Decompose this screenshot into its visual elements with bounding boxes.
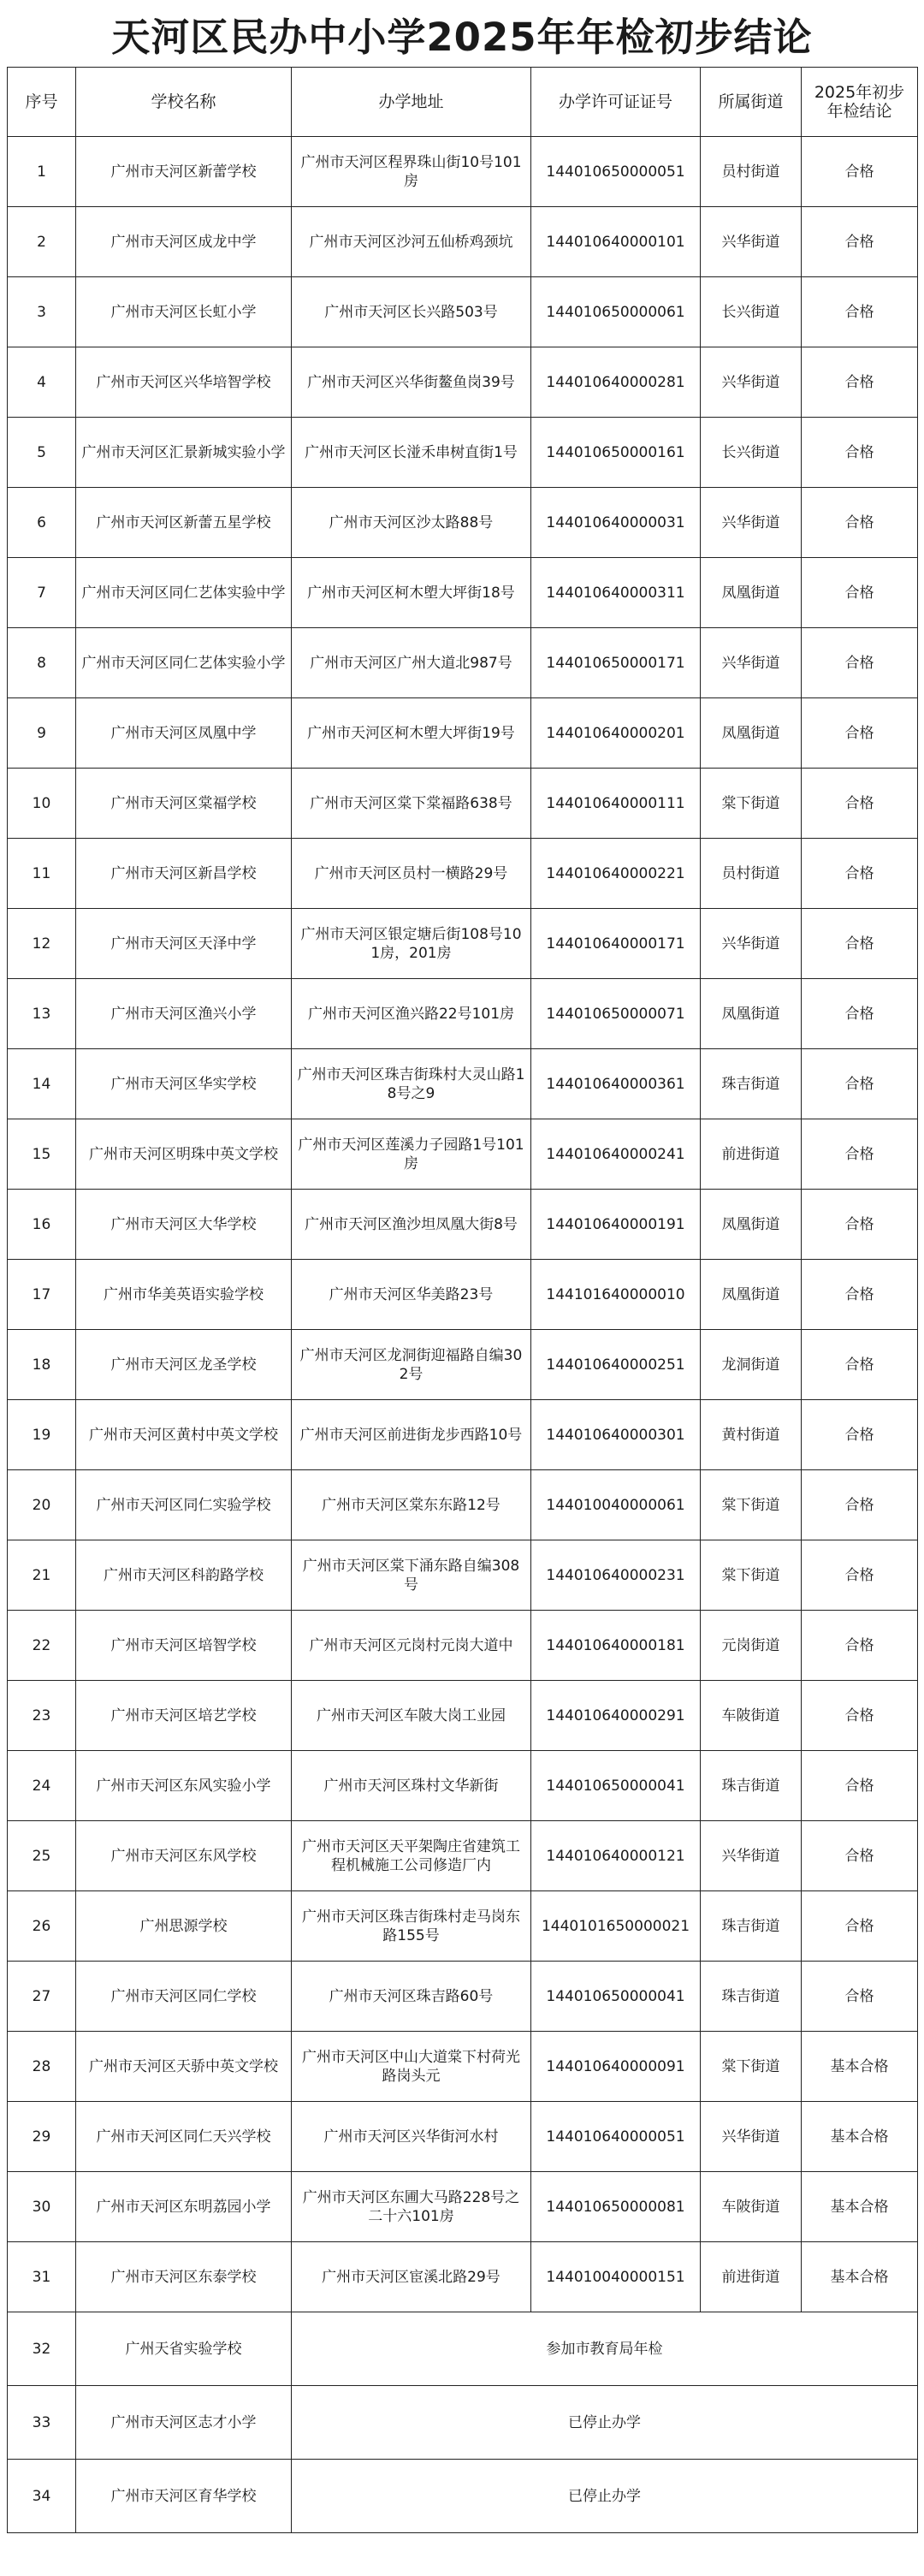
cell-no: 25 [8, 1821, 76, 1891]
cell-school-name: 广州市天河区同仁艺体实验小学 [76, 628, 292, 698]
cell-address: 广州市天河区沙河五仙桥鸡颈坑 [292, 207, 531, 277]
cell-street: 凤凰街道 [701, 698, 802, 769]
cell-no: 9 [8, 698, 76, 769]
cell-conclusion: 合格 [802, 1751, 918, 1821]
cell-conclusion: 合格 [802, 979, 918, 1049]
cell-street: 兴华街道 [701, 207, 802, 277]
table-row [8, 698, 918, 769]
cell-conclusion: 合格 [802, 1400, 918, 1470]
cell-no: 26 [8, 1891, 76, 1962]
cell-conclusion: 基本合格 [802, 2242, 918, 2312]
cell-school-name: 广州市天河区大华学校 [76, 1190, 292, 1260]
table-row [8, 769, 918, 839]
cell-conclusion: 合格 [802, 1260, 918, 1330]
header-school-name: 学校名称 [76, 68, 292, 137]
cell-license: 144010640000221 [531, 839, 701, 909]
cell-license: 144010640000101 [531, 207, 701, 277]
cell-street: 长兴街道 [701, 418, 802, 488]
cell-school-name: 广州市天河区成龙中学 [76, 207, 292, 277]
cell-conclusion: 合格 [802, 769, 918, 839]
cell-street: 元岗街道 [701, 1611, 802, 1681]
cell-address: 广州市天河区珠吉路60号 [292, 1962, 531, 2032]
cell-license: 144010650000161 [531, 418, 701, 488]
cell-conclusion: 基本合格 [802, 2032, 918, 2102]
cell-address: 广州市天河区沙太路88号 [292, 488, 531, 558]
cell-street: 兴华街道 [701, 488, 802, 558]
cell-school-name: 广州市天河区新昌学校 [76, 839, 292, 909]
cell-street: 龙洞街道 [701, 1330, 802, 1400]
cell-no: 21 [8, 1540, 76, 1611]
table-row [8, 1891, 918, 1962]
table-row [8, 1049, 918, 1119]
cell-no: 20 [8, 1470, 76, 1540]
cell-no: 16 [8, 1190, 76, 1260]
cell-conclusion: 合格 [802, 839, 918, 909]
cell-address: 广州市天河区珠吉街珠村大灵山路18号之9 [292, 1049, 531, 1119]
cell-street: 棠下街道 [701, 1540, 802, 1611]
table-row [8, 1611, 918, 1681]
cell-school-name: 广州市天河区东风实验小学 [76, 1751, 292, 1821]
cell-school-name: 广州市天河区培艺学校 [76, 1681, 292, 1751]
table-row [8, 2242, 918, 2312]
cell-address: 广州市天河区中山大道棠下村荷光路岗头元 [292, 2032, 531, 2102]
cell-street: 长兴街道 [701, 277, 802, 347]
cell-school-name: 广州市天河区凤凰中学 [76, 698, 292, 769]
cell-conclusion: 合格 [802, 277, 918, 347]
cell-address: 广州市天河区东圃大马路228号之二十六101房 [292, 2172, 531, 2242]
table-row [8, 839, 918, 909]
cell-license: 144010640000311 [531, 558, 701, 628]
cell-license: 144010650000041 [531, 1751, 701, 1821]
cell-conclusion: 合格 [802, 1611, 918, 1681]
table-row [8, 347, 918, 418]
table-row [8, 1540, 918, 1611]
cell-license: 144010040000151 [531, 2242, 701, 2312]
cell-license: 144010640000181 [531, 1611, 701, 1681]
cell-conclusion: 合格 [802, 347, 918, 418]
table-row [8, 1400, 918, 1470]
cell-school-name: 广州市天河区同仁天兴学校 [76, 2102, 292, 2172]
cell-street: 珠吉街道 [701, 1751, 802, 1821]
cell-no: 24 [8, 1751, 76, 1821]
table-row [8, 418, 918, 488]
cell-license: 144010650000171 [531, 628, 701, 698]
cell-school-name: 广州市天河区同仁艺体实验中学 [76, 558, 292, 628]
cell-address: 广州市天河区前进街龙步西路10号 [292, 1400, 531, 1470]
cell-address: 广州市天河区元岗村元岗大道中 [292, 1611, 531, 1681]
cell-no: 1 [8, 137, 76, 207]
cell-street: 车陂街道 [701, 2172, 802, 2242]
table-row [8, 207, 918, 277]
cell-license: 144010650000081 [531, 2172, 701, 2242]
cell-license: 144010650000051 [531, 137, 701, 207]
cell-conclusion: 合格 [802, 207, 918, 277]
cell-school-name: 广州市天河区培智学校 [76, 1611, 292, 1681]
cell-conclusion: 合格 [802, 137, 918, 207]
cell-license: 144010640000361 [531, 1049, 701, 1119]
cell-license: 144010650000071 [531, 979, 701, 1049]
cell-street: 兴华街道 [701, 628, 802, 698]
cell-no: 14 [8, 1049, 76, 1119]
cell-conclusion: 合格 [802, 1119, 918, 1190]
cell-school-name: 广州市华美英语实验学校 [76, 1260, 292, 1330]
table-row [8, 1962, 918, 2032]
cell-address: 广州市天河区棠东东路12号 [292, 1470, 531, 1540]
cell-address: 广州市天河区柯木塱大坪街18号 [292, 558, 531, 628]
cell-street: 前进街道 [701, 1119, 802, 1190]
cell-license: 144010640000301 [531, 1400, 701, 1470]
cell-school-name: 广州市天河区龙圣学校 [76, 1330, 292, 1400]
cell-address: 广州市天河区银定塘后街108号101房，201房 [292, 909, 531, 979]
cell-no: 8 [8, 628, 76, 698]
table-row [8, 2172, 918, 2242]
cell-school-name: 广州市天河区天泽中学 [76, 909, 292, 979]
table-row [8, 1751, 918, 1821]
table-row [8, 1470, 918, 1540]
cell-conclusion: 合格 [802, 1891, 918, 1962]
cell-school-name: 广州市天河区东泰学校 [76, 2242, 292, 2312]
cell-no: 10 [8, 769, 76, 839]
table-body [8, 137, 918, 2533]
cell-no: 18 [8, 1330, 76, 1400]
cell-street: 兴华街道 [701, 1821, 802, 1891]
cell-street: 黄村街道 [701, 1400, 802, 1470]
cell-school-name: 广州市天河区志才小学 [76, 2386, 292, 2460]
cell-no: 28 [8, 2032, 76, 2102]
cell-street: 凤凰街道 [701, 558, 802, 628]
cell-note: 参加市教育局年检 [292, 2312, 918, 2386]
cell-street: 凤凰街道 [701, 979, 802, 1049]
table-row [8, 628, 918, 698]
table-row [8, 277, 918, 347]
cell-license: 144010640000231 [531, 1540, 701, 1611]
cell-no: 5 [8, 418, 76, 488]
cell-license: 144010640000201 [531, 698, 701, 769]
cell-license: 144010640000031 [531, 488, 701, 558]
cell-school-name: 广州市天河区同仁学校 [76, 1962, 292, 2032]
cell-conclusion: 合格 [802, 418, 918, 488]
cell-no: 12 [8, 909, 76, 979]
cell-address: 广州市天河区莲溪力子园路1号101房 [292, 1119, 531, 1190]
table-row [8, 558, 918, 628]
cell-license: 144010640000251 [531, 1330, 701, 1400]
cell-no: 15 [8, 1119, 76, 1190]
cell-street: 兴华街道 [701, 909, 802, 979]
cell-no: 29 [8, 2102, 76, 2172]
cell-conclusion: 合格 [802, 1049, 918, 1119]
cell-no: 23 [8, 1681, 76, 1751]
cell-school-name: 广州市天河区同仁实验学校 [76, 1470, 292, 1540]
cell-no: 30 [8, 2172, 76, 2242]
header-conclusion: 2025年初步年检结论 [802, 68, 918, 137]
cell-conclusion: 合格 [802, 628, 918, 698]
cell-school-name: 广州思源学校 [76, 1891, 292, 1962]
cell-license: 144010650000041 [531, 1962, 701, 2032]
cell-conclusion: 合格 [802, 1681, 918, 1751]
cell-no: 22 [8, 1611, 76, 1681]
cell-no: 2 [8, 207, 76, 277]
table-row-merged [8, 2312, 918, 2386]
cell-address: 广州市天河区员村一横路29号 [292, 839, 531, 909]
cell-school-name: 广州市天河区新蕾五星学校 [76, 488, 292, 558]
cell-street: 员村街道 [701, 137, 802, 207]
cell-conclusion: 合格 [802, 1190, 918, 1260]
cell-school-name: 广州市天河区明珠中英文学校 [76, 1119, 292, 1190]
cell-license: 1440101650000021 [531, 1891, 701, 1962]
cell-school-name: 广州市天河区天骄中英文学校 [76, 2032, 292, 2102]
cell-address: 广州市天河区渔沙坦凤凰大街8号 [292, 1190, 531, 1260]
cell-conclusion: 合格 [802, 698, 918, 769]
cell-conclusion: 合格 [802, 558, 918, 628]
cell-school-name: 广州市天河区长虹小学 [76, 277, 292, 347]
table-row [8, 1681, 918, 1751]
cell-address: 广州市天河区龙洞街迎福路自编302号 [292, 1330, 531, 1400]
table-row-merged [8, 2460, 918, 2533]
cell-street: 棠下街道 [701, 1470, 802, 1540]
cell-conclusion: 基本合格 [802, 2172, 918, 2242]
cell-address: 广州市天河区长湴禾串树直街1号 [292, 418, 531, 488]
table-row [8, 2102, 918, 2172]
cell-note: 已停止办学 [292, 2386, 918, 2460]
cell-conclusion: 合格 [802, 909, 918, 979]
table-row [8, 1119, 918, 1190]
cell-no: 33 [8, 2386, 76, 2460]
cell-no: 27 [8, 1962, 76, 2032]
results-table [7, 67, 918, 2533]
table-row [8, 1190, 918, 1260]
cell-street: 珠吉街道 [701, 1891, 802, 1962]
cell-note: 已停止办学 [292, 2460, 918, 2533]
header-row [8, 68, 918, 137]
cell-no: 7 [8, 558, 76, 628]
cell-no: 3 [8, 277, 76, 347]
table-row [8, 137, 918, 207]
cell-no: 4 [8, 347, 76, 418]
table-row [8, 909, 918, 979]
cell-license: 144010040000061 [531, 1470, 701, 1540]
cell-license: 144010640000291 [531, 1681, 701, 1751]
header-address: 办学地址 [292, 68, 531, 137]
cell-school-name: 广州市天河区东明荔园小学 [76, 2172, 292, 2242]
cell-conclusion: 合格 [802, 488, 918, 558]
table-row [8, 1260, 918, 1330]
cell-street: 棠下街道 [701, 2032, 802, 2102]
cell-no: 6 [8, 488, 76, 558]
table-row [8, 979, 918, 1049]
cell-conclusion: 基本合格 [802, 2102, 918, 2172]
cell-no: 19 [8, 1400, 76, 1470]
cell-conclusion: 合格 [802, 1470, 918, 1540]
cell-no: 31 [8, 2242, 76, 2312]
cell-no: 13 [8, 979, 76, 1049]
cell-no: 11 [8, 839, 76, 909]
cell-school-name: 广州市天河区兴华培智学校 [76, 347, 292, 418]
cell-license: 144010640000281 [531, 347, 701, 418]
cell-street: 珠吉街道 [701, 1049, 802, 1119]
cell-street: 棠下街道 [701, 769, 802, 839]
cell-school-name: 广州市天河区棠福学校 [76, 769, 292, 839]
cell-license: 144010640000111 [531, 769, 701, 839]
table-row-merged [8, 2386, 918, 2460]
table-row [8, 1330, 918, 1400]
cell-conclusion: 合格 [802, 1821, 918, 1891]
cell-school-name: 广州市天河区科韵路学校 [76, 1540, 292, 1611]
cell-license: 144010640000191 [531, 1190, 701, 1260]
cell-street: 凤凰街道 [701, 1190, 802, 1260]
table-row [8, 1821, 918, 1891]
cell-no: 34 [8, 2460, 76, 2533]
cell-street: 员村街道 [701, 839, 802, 909]
table-row [8, 2032, 918, 2102]
cell-address: 广州市天河区棠下棠福路638号 [292, 769, 531, 839]
cell-license: 144010650000061 [531, 277, 701, 347]
cell-address: 广州市天河区棠下涌东路自编308号 [292, 1540, 531, 1611]
cell-address: 广州市天河区珠村文华新街 [292, 1751, 531, 1821]
cell-address: 广州市天河区珠吉街珠村走马岗东路155号 [292, 1891, 531, 1962]
cell-license: 144010640000171 [531, 909, 701, 979]
cell-school-name: 广州市天河区黄村中英文学校 [76, 1400, 292, 1470]
cell-street: 车陂街道 [701, 1681, 802, 1751]
cell-conclusion: 合格 [802, 1540, 918, 1611]
cell-address: 广州市天河区长兴路503号 [292, 277, 531, 347]
cell-license: 144010640000051 [531, 2102, 701, 2172]
cell-school-name: 广州市天河区汇景新城实验小学 [76, 418, 292, 488]
page-title: 天河区民办中小学2025年年检初步结论 [111, 14, 813, 60]
cell-school-name: 广州市天河区渔兴小学 [76, 979, 292, 1049]
cell-address: 广州市天河区华美路23号 [292, 1260, 531, 1330]
cell-school-name: 广州天省实验学校 [76, 2312, 292, 2386]
cell-address: 广州市天河区广州大道北987号 [292, 628, 531, 698]
cell-address: 广州市天河区车陂大岗工业园 [292, 1681, 531, 1751]
cell-address: 广州市天河区柯木塱大坪街19号 [292, 698, 531, 769]
cell-address: 广州市天河区宦溪北路29号 [292, 2242, 531, 2312]
header-license: 办学许可证证号 [531, 68, 701, 137]
cell-license: 144010640000121 [531, 1821, 701, 1891]
cell-license: 144010640000091 [531, 2032, 701, 2102]
header-street: 所属街道 [701, 68, 802, 137]
cell-school-name: 广州市天河区新蕾学校 [76, 137, 292, 207]
cell-license: 144010640000241 [531, 1119, 701, 1190]
cell-address: 广州市天河区渔兴路22号101房 [292, 979, 531, 1049]
table-row [8, 488, 918, 558]
cell-address: 广州市天河区兴华街鳌鱼岗39号 [292, 347, 531, 418]
header-no: 序号 [8, 68, 76, 137]
cell-street: 珠吉街道 [701, 1962, 802, 2032]
cell-license: 144101640000010 [531, 1260, 701, 1330]
cell-school-name: 广州市天河区华实学校 [76, 1049, 292, 1119]
cell-street: 兴华街道 [701, 2102, 802, 2172]
cell-school-name: 广州市天河区育华学校 [76, 2460, 292, 2533]
cell-school-name: 广州市天河区东风学校 [76, 1821, 292, 1891]
cell-no: 32 [8, 2312, 76, 2386]
cell-no: 17 [8, 1260, 76, 1330]
cell-conclusion: 合格 [802, 1962, 918, 2032]
cell-address: 广州市天河区天平架陶庄省建筑工程机械施工公司修造厂内 [292, 1821, 531, 1891]
cell-address: 广州市天河区兴华街河水村 [292, 2102, 531, 2172]
cell-street: 前进街道 [701, 2242, 802, 2312]
cell-street: 凤凰街道 [701, 1260, 802, 1330]
cell-street: 兴华街道 [701, 347, 802, 418]
cell-conclusion: 合格 [802, 1330, 918, 1400]
cell-address: 广州市天河区程界珠山街10号101房 [292, 137, 531, 207]
